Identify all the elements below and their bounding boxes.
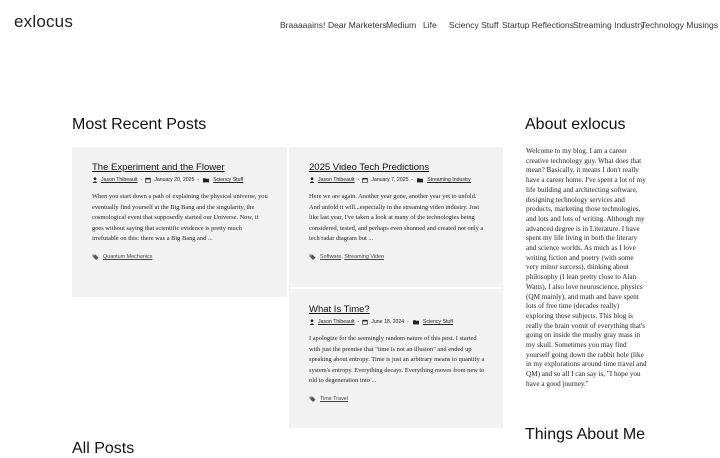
meta-separator: - <box>197 177 200 183</box>
tag-separator: , <box>341 253 345 260</box>
post-tag-link[interactable]: Time Travel <box>320 395 348 402</box>
recent-posts-heading: Most Recent Posts <box>72 116 207 133</box>
main-nav <box>0 20 720 32</box>
nav-item-streaming-industry[interactable]: Streaming Industry <box>573 20 645 30</box>
nav-item-startup-reflections[interactable]: Startup Reflections <box>502 20 574 30</box>
folder-icon <box>416 177 424 183</box>
post-tags <box>309 254 483 260</box>
person-icon <box>309 177 315 183</box>
meta-separator: - <box>411 177 414 183</box>
nav-item-technology-musings[interactable]: Technology Musings <box>641 20 719 30</box>
post-tags <box>309 396 483 402</box>
post-tag-link[interactable]: Quantum Mechanics <box>103 253 153 260</box>
post-title-link[interactable]: What Is Time? <box>309 304 370 315</box>
about-text: Welcome to my blog. I am a career creative technology guy. What does that mean? Basically, it means I don't really have a career home. I've spent a lot of my life building and architecting software, designing technology services and products, marketing those technologies, and lots and lots of writing. Although my advanced degree is in Literature. I have spent my life living in both the literary and science worlds. As much as I love writing fiction and poetry (with some very minor success), thinking about philosophy (I lean pretty close to Alan Watts), I also love neuroscience, physics (QM mainly), and math and have spent lots of free time (decades really) exploring those subjects. This blog is really the brain vomit of everything that's going on inside the mushy gray mass in my skull. Sometimes you may find yourself going down the rabbit hole (like in my explorations around time travel and QM) and so all I can say is, "I hope you have a good journey." <box>526 147 647 388</box>
meta-separator: - <box>357 177 360 183</box>
calendar-icon <box>145 177 151 183</box>
post-date: January 7, 2025 <box>371 177 409 183</box>
post-date: January 20, 2025 <box>154 177 195 183</box>
things-about-me-heading: Things About Me <box>525 426 646 443</box>
post-category-link[interactable]: Streaming Industry <box>427 177 471 183</box>
post-category-link[interactable]: Sciency Stuff <box>213 177 244 183</box>
post-meta <box>309 319 483 325</box>
nav-item-medium[interactable]: Medium <box>386 20 417 30</box>
site-title[interactable]: exlocus <box>14 12 74 31</box>
post-card <box>289 289 503 428</box>
person-icon <box>92 177 98 183</box>
post-title-link[interactable]: 2025 Video Tech Predictions <box>309 162 430 173</box>
person-icon <box>309 319 315 325</box>
folder-icon <box>412 319 420 325</box>
post-title-link[interactable]: The Experiment and the Flower <box>92 162 225 173</box>
nav-item-dear-marketers[interactable]: Dear Marketers <box>328 20 387 30</box>
tag-icon <box>309 396 316 402</box>
tag-icon <box>309 254 316 260</box>
post-tag-link[interactable]: Streaming Video <box>344 253 385 260</box>
meta-separator: - <box>407 319 409 325</box>
meta-separator: - <box>357 319 360 325</box>
post-author-link[interactable]: Jason Thibeault <box>318 177 355 183</box>
nav-item-life[interactable]: Life <box>423 20 437 30</box>
post-date: June 18, 2024 <box>371 319 405 325</box>
post-excerpt: Here we are again. Another year gone, another year yet to unfold. And unfold it will...especially in the streaming video industry. Just like last year, I've taken a look at many of the technologies being considered, tested, and perhaps even shunned and created not only a tech radar diagram but ... <box>309 193 484 243</box>
all-posts-heading: All Posts <box>72 440 135 457</box>
nav-item-sciency-stuff[interactable]: Sciency Stuff <box>449 20 499 30</box>
post-meta <box>309 177 483 183</box>
tag-icon <box>92 254 99 260</box>
post-card <box>289 147 503 287</box>
post-author-link[interactable]: Jason Thibeault <box>318 319 355 325</box>
post-tags <box>92 254 267 260</box>
calendar-icon <box>362 177 368 183</box>
post-excerpt: I apologize for the seemingly random nature of this post. I started with just the premise that "time is not an illusion" and ended up speaking about entropy. Time is just an arbitrary means to quantify a system's entropy. Everything decays. Everything moves from new to old to degeneration into ... <box>309 335 485 385</box>
post-tag-link[interactable]: Software <box>320 253 342 260</box>
post-category-link[interactable]: Sciency Stuff <box>422 319 454 325</box>
post-author-link[interactable]: Jason Thibeault <box>101 177 138 183</box>
folder-icon <box>202 177 210 183</box>
calendar-icon <box>362 319 368 325</box>
post-excerpt: When you start down a path of explaining the physical universe, you eventually find yourself at the Big Bang and the singularity, the cosmological event that supposedly started our Universe. Now, it goes without saying that scientific evidence is pretty much irrefutable on this: there was a Big Bang and ... <box>92 193 268 243</box>
about-heading: About exlocus <box>525 116 626 133</box>
post-card <box>72 147 287 297</box>
meta-separator: - <box>140 177 143 183</box>
nav-item-braaaaains[interactable]: Braaaaains! <box>280 20 326 30</box>
post-meta <box>92 177 267 183</box>
